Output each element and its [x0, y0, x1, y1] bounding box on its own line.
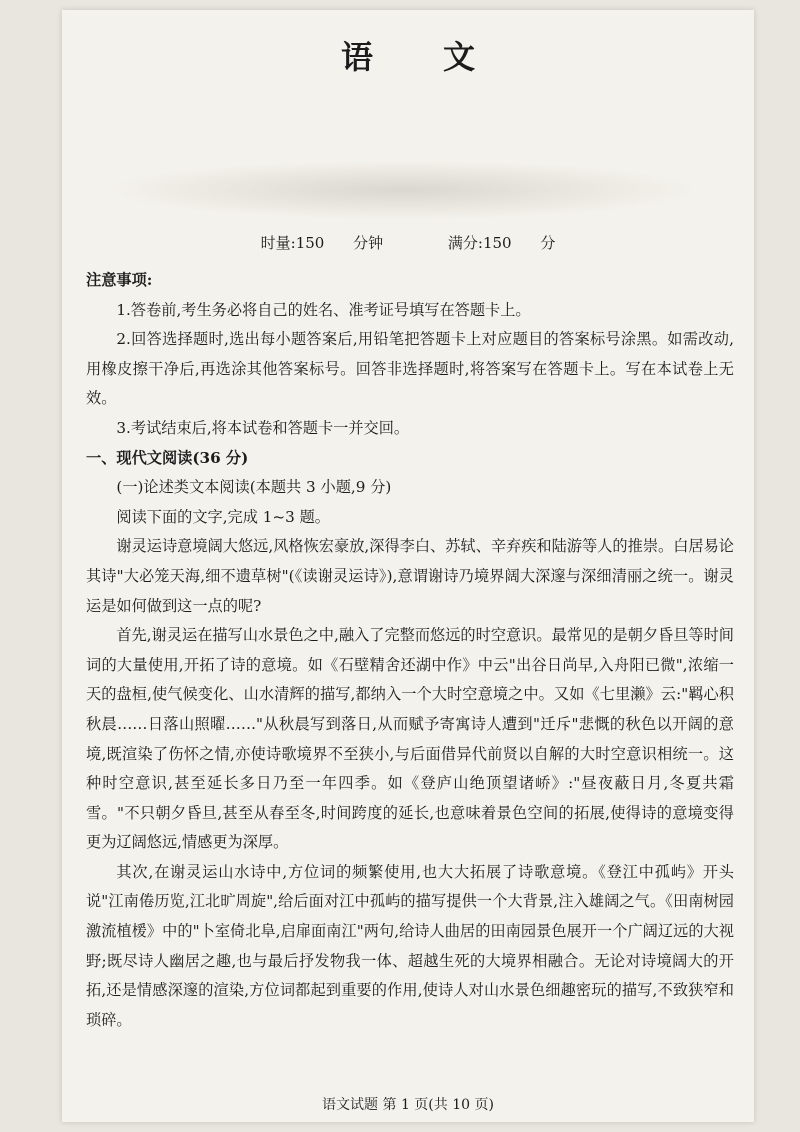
exam-content — [86, 266, 734, 1035]
notice-item: 1.答卷前,考生务必将自己的姓名、准考证号填写在答题卡上。 — [116, 300, 531, 319]
exam-page — [62, 10, 754, 1122]
page-footer: 语文试题 第 1 页(共 10 页) — [322, 1097, 494, 1113]
subsection-heading: (一)论述类文本阅读(本题共 3 小题,9 分) — [116, 478, 392, 497]
reading-paragraph: 首先,谢灵运在描写山水景色之中,融入了完整而悠远的时空意识。最常见的是朝夕昏旦等时间词的大量使用,开拓了诗的意境。如《石壁精舍还湖中作》中云"出谷日尚早,入舟阳已微",浓缩一天的盘桓,使气候变化、山水清辉的描写,都纳入一个大时空意境之中。又如《七里濑》云:"羁心积秋晨……日落山照曜……"从秋晨写到落日,从而赋予寄寓诗人遭到"迁斥"悲慨的秋色以开阔的意境,既渲染了伤怀之情,亦使诗歌境界不至狭小,与后面借异代前贤以自解的大时空意识相统一。这种时空意识,甚至延长多日乃至一年四季。如《登庐山绝顶望诸峤》:"昼夜蔽日月,冬夏共霜雪。"不只朝夕昏旦,甚至从春至冬,时间跨度的延长,也意味着景色空间的拓展,使得诗的意境变得更为辽阔悠远,情感更为深厚。 — [86, 626, 734, 852]
notice-item: 2.回答选择题时,选出每小题答案后,用铅笔把答题卡上对应题目的答案标号涂黑。如需改动,用橡皮擦干净后,再选涂其他答案标号。回答非选择题时,将答案写在答题卡上。写在本试卷上无效。 — [86, 330, 734, 408]
notice-heading: 注意事项: — [86, 271, 153, 289]
exam-info — [62, 232, 754, 253]
reading-instruction: 阅读下面的文字,完成 1~3 题。 — [116, 507, 330, 526]
full-score: 满分:150 分 — [447, 234, 556, 252]
reading-paragraph: 谢灵运诗意境阔大悠远,风格恢宏豪放,深得李白、苏轼、辛弃疾和陆游等人的推崇。白居易论其诗"大必笼天海,细不遗草树"(《读谢灵运诗》),意谓谢诗乃境界阔大深邃与深细清丽之统一。谢灵运是如何做到这一点的呢? — [86, 537, 734, 615]
scan-smudge — [102, 160, 702, 220]
time-limit: 时量:150 分钟 — [260, 234, 384, 252]
notice-item: 3.考试结束后,将本试卷和答题卡一并交回。 — [116, 418, 410, 437]
reading-paragraph: 其次,在谢灵运山水诗中,方位词的频繁使用,也大大拓展了诗歌意境。《登江中孤屿》开头说"江南倦历览,江北旷周旋",给后面对江中孤屿的描写提供一个大背景,注入雄阔之气。《田南树园激流植楥》中的"卜室倚北阜,启扉面南江"两句,给诗人曲居的田南园景色展开一个广阔辽远的大视野;既尽诗人幽居之趣,也与最后抒发物我一体、超越生死的大境界相融合。无论对诗境阔大的开拓,还是情感深邃的渲染,方位词都起到重要的作用,使诗人对山水景色细趣密玩的描写,不致狭窄和琐碎。 — [86, 862, 734, 1029]
section-heading: 一、现代文阅读(36 分) — [86, 448, 249, 467]
page-title: 语文 — [340, 38, 545, 76]
